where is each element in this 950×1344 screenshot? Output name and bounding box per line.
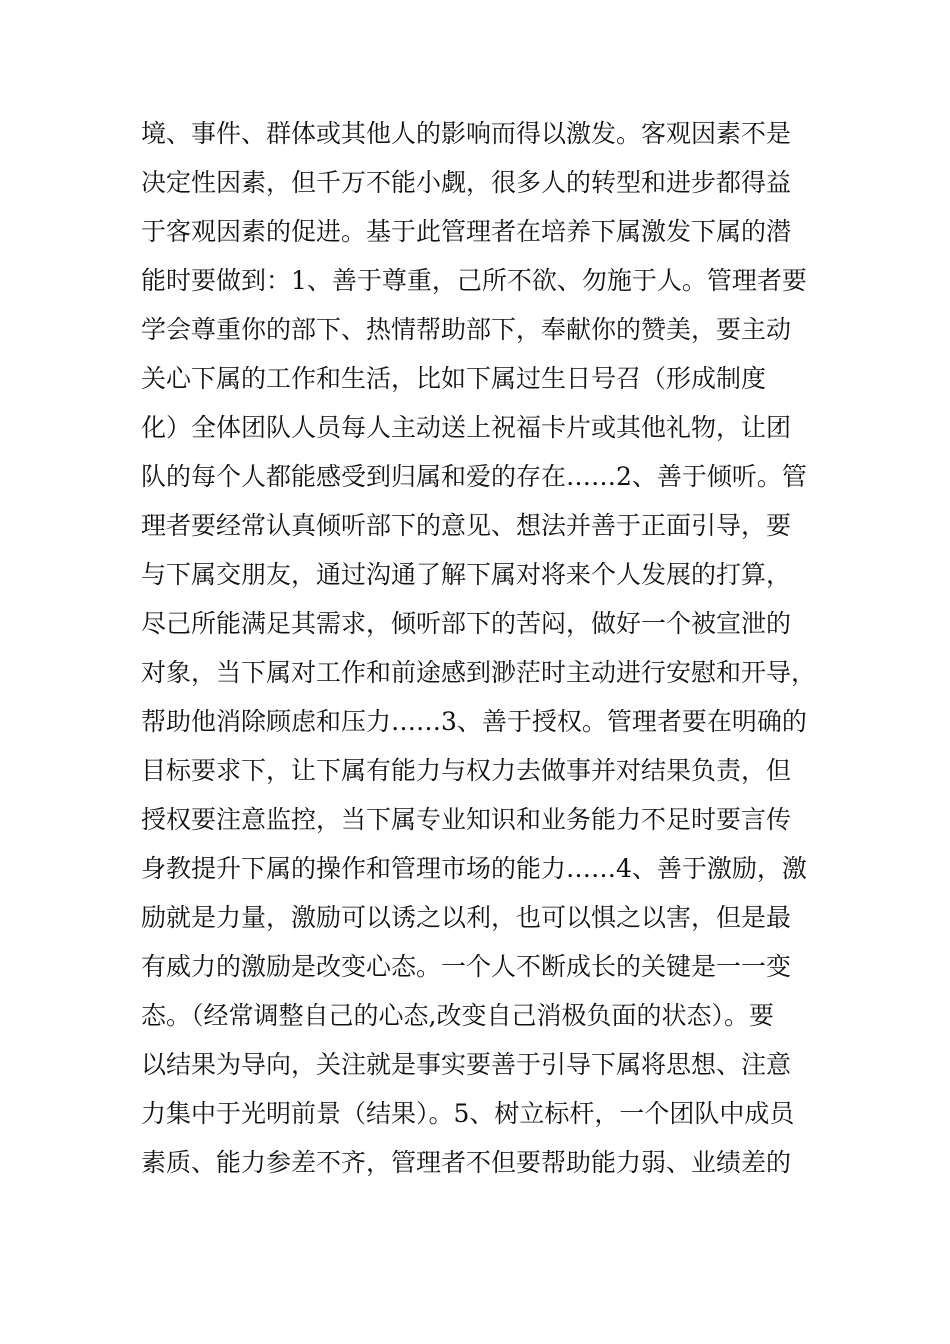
text-line: 理者要经常认真倾听部下的意见、想法并善于正面引导，要 xyxy=(141,511,792,540)
text-line: 尽己所能满足其需求，倾听部下的苦闷，做好一个被宣泄的 xyxy=(141,609,792,638)
text-line: 学会尊重你的部下、热情帮助部下，奉献你的赞美，要主动 xyxy=(141,315,792,344)
text-line: 以结果为导向，关注就是事实要善于引导下属将思想、注意 xyxy=(141,1050,792,1079)
text-line: 化）全体团队人员每人主动送上祝福卡片或其他礼物，让团 xyxy=(141,413,792,442)
text-line: 授权要注意监控，当下属专业知识和业务能力不足时要言传 xyxy=(141,805,792,834)
text-line: 素质、能力参差不齐，管理者不但要帮助能力弱、业绩差的 xyxy=(141,1148,792,1177)
text-line: 决定性因素，但千万不能小觑，很多人的转型和进步都得益 xyxy=(141,168,792,197)
text-line: 能时要做到：1、善于尊重，己所不欲、勿施于人。管理者要 xyxy=(141,266,807,295)
text-line: 关心下属的工作和生活，比如下属过生日号召（形成制度 xyxy=(141,364,767,393)
text-line: 境、事件、群体或其他人的影响而得以激发。客观因素不是 xyxy=(141,119,792,148)
text-line: 有威力的激励是改变心态。一个人不断成长的关键是一一变 xyxy=(141,952,792,981)
text-line: 队的每个人都能感受到归属和爱的存在……2、善于倾听。管 xyxy=(141,462,807,491)
text-line: 力集中于光明前景（结果）。5、树立标杆，一个团队中成员 xyxy=(141,1099,795,1128)
text-line: 于客观因素的促进。基于此管理者在培养下属激发下属的潜 xyxy=(141,217,792,246)
text-line: 态。（经常调整自己的心态,改变自己消极负面的状态）。要 xyxy=(141,1001,774,1030)
text-line: 与下属交朋友，通过沟通了解下属对将来个人发展的打算， xyxy=(141,560,792,589)
text-line: 帮助他消除顾虑和压力……3、善于授权。管理者要在明确的 xyxy=(141,707,807,736)
text-line: 目标要求下，让下属有能力与权力去做事并对结果负责，但 xyxy=(141,756,792,785)
text-line: 励就是力量，激励可以诱之以利，也可以惧之以害，但是最 xyxy=(141,903,792,932)
text-line: 对象，当下属对工作和前途感到渺茫时主动进行安慰和开导， xyxy=(141,658,817,687)
text-line: 身教提升下属的操作和管理市场的能力……4、善于激励，激 xyxy=(141,854,807,883)
body-paragraph xyxy=(141,109,821,1187)
